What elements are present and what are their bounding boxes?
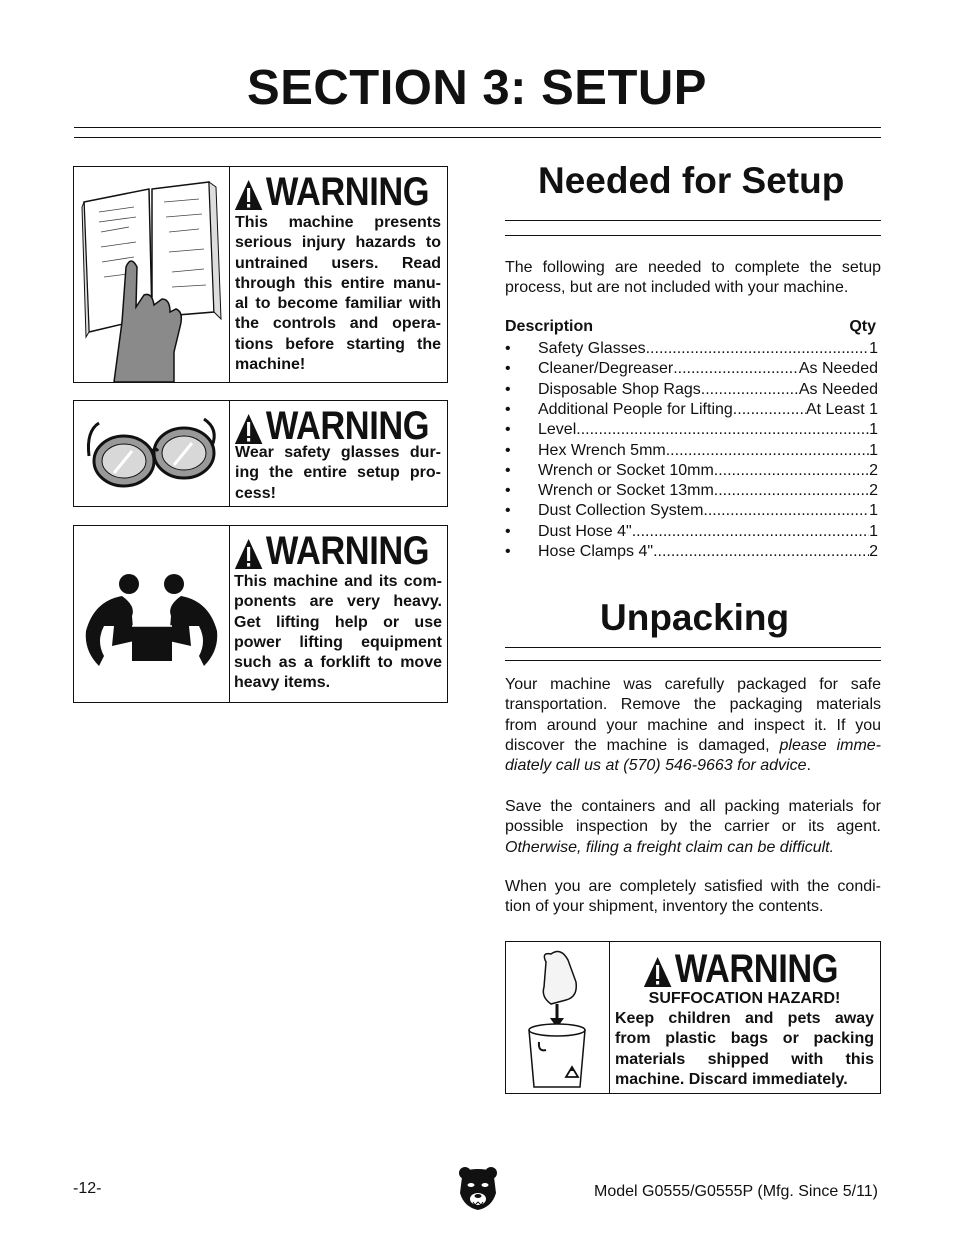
warning-triangle-icon [234, 413, 263, 445]
leader-dots [653, 542, 869, 562]
warning-box-read-manual [73, 166, 448, 383]
item-qty: 2 [869, 543, 878, 560]
model-info: Model G0555/G0555P (Mfg. Since 5/11) [593, 1183, 878, 1200]
unpacking-paragraph-2: Save the containers and all packing materials for possible inspection by the carrier or its agent. Otherwise, filing a freight claim can be difficult. [505, 798, 881, 856]
warning-box-suffocation [505, 941, 881, 1094]
item-name: Dust Hose 4" [538, 522, 632, 540]
item-name: Level [538, 421, 577, 439]
manual-reading-icon [74, 167, 230, 382]
item-qty: 1 [869, 441, 878, 459]
suffocation-hazard-title: SUFFOCATION HAZARD! [648, 990, 841, 1007]
item-qty: 1 [869, 502, 878, 520]
suffocation-warning-text: Keep children and pets away from plastic bags or packing materials shipped with this machine. Discard immediately. [615, 1010, 874, 1088]
item-name: Hose Clamps 4" [538, 543, 654, 560]
item-name: Hex Wrench 5mm [538, 441, 666, 459]
bullet-icon: • [505, 340, 511, 357]
item-name: Cleaner/Degreaser [538, 360, 674, 378]
warning-triangle-icon [643, 956, 672, 988]
needed-rule-top [505, 220, 881, 221]
bullet-icon: • [505, 522, 511, 540]
leader-dots [714, 481, 869, 501]
bullet-icon: • [505, 421, 511, 439]
needed-item [505, 441, 878, 461]
bullet-icon: • [505, 360, 511, 378]
warning-triangle-icon [234, 538, 263, 570]
bullet-icon: • [505, 482, 511, 500]
recycle-icon [566, 1067, 578, 1077]
unpacking-rule-top [505, 647, 881, 648]
warning-text: This machine and its com-ponents are very heavy. Get lifting help or use power lifting equipment such as a forklift to move heavy items. [234, 573, 442, 692]
bullet-icon: • [505, 400, 511, 418]
leader-dots [673, 359, 799, 379]
unpacking-heading: Unpacking [600, 597, 790, 638]
leader-dots [666, 441, 869, 461]
warning-heading: WARNING [234, 407, 429, 445]
page-number: -12- [73, 1180, 102, 1197]
title-rule-bottom [74, 137, 881, 138]
unpacking-rule-bottom [505, 660, 881, 661]
warning-box-safety-glasses [73, 400, 448, 507]
leader-dots [632, 522, 869, 542]
item-qty: 2 [869, 461, 878, 479]
item-qty: 1 [869, 421, 878, 439]
warning-triangle-icon [234, 179, 263, 211]
page-title: SECTION 3: SETUP [247, 61, 707, 115]
leader-dots [576, 420, 869, 440]
item-name: Wrench or Socket 10mm [538, 461, 714, 479]
warning-text: This machine presents serious injury hazards to untrained users. Read through this entire manu-al to become familiar with the controls and opera-tions before starting the machine! [235, 214, 441, 374]
leader-dots [701, 380, 799, 400]
needed-item [505, 542, 878, 562]
bullet-icon: • [505, 461, 511, 479]
needed-rule-bottom [505, 235, 881, 236]
plastic-bag-trash-icon [506, 942, 610, 1093]
bullet-icon: • [505, 441, 511, 459]
item-qty: As Needed [798, 380, 878, 398]
needed-item [505, 461, 878, 481]
warning-box-heavy-lifting [73, 525, 448, 703]
two-person-lift-icon [74, 526, 230, 702]
item-qty: 1 [869, 340, 878, 357]
description-column-header: Description [505, 318, 594, 335]
needed-item [505, 501, 878, 521]
needed-item [505, 339, 878, 359]
leader-dots [703, 501, 869, 521]
qty-column-header: Qty [849, 318, 876, 335]
item-name: Safety Glasses [538, 340, 646, 357]
bullet-icon: • [505, 543, 511, 560]
needed-item [505, 522, 878, 542]
warning-text: Wear safety glasses dur-ing the entire setup pro-cess! [235, 444, 441, 502]
item-qty: At Least 1 [805, 400, 878, 418]
needed-item [505, 420, 878, 440]
safety-glasses-icon [74, 401, 230, 506]
needed-intro: The following are needed to complete the setup process, but are not included with your machine. [505, 259, 881, 297]
needed-item [505, 359, 878, 379]
item-name: Dust Collection System [538, 502, 704, 520]
needed-item [505, 400, 878, 420]
warning-heading: WARNING [234, 532, 429, 570]
warning-heading: WARNING [234, 173, 429, 211]
leader-dots [646, 339, 869, 359]
item-qty: As Needed [798, 360, 878, 378]
item-name: Additional People for Lifting [538, 400, 733, 418]
bullet-icon: • [505, 502, 511, 520]
leader-dots [733, 400, 806, 420]
title-rule-top [74, 127, 881, 128]
needed-for-setup-heading: Needed for Setup [538, 160, 845, 201]
unpacking-paragraph-1: Your machine was carefully packaged for safe transportation. Remove the packaging materials from around your machine and inspect it. If you discover the machine is damaged, please imme-diately call us at (570) 546-9663 for advice. [505, 676, 881, 775]
needed-item [505, 380, 878, 400]
item-qty: 2 [869, 482, 878, 500]
needed-item [505, 481, 878, 501]
bear-head-logo [458, 1165, 498, 1216]
item-qty: 1 [869, 522, 878, 540]
unpacking-paragraph-3: When you are completely satisfied with the condi-tion of your shipment, inventory the contents. [505, 878, 881, 916]
item-name: Disposable Shop Rags [538, 380, 701, 398]
bullet-icon: • [505, 380, 511, 398]
warning-heading: WARNING [643, 950, 838, 988]
leader-dots [714, 461, 869, 481]
item-name: Wrench or Socket 13mm [538, 482, 714, 500]
